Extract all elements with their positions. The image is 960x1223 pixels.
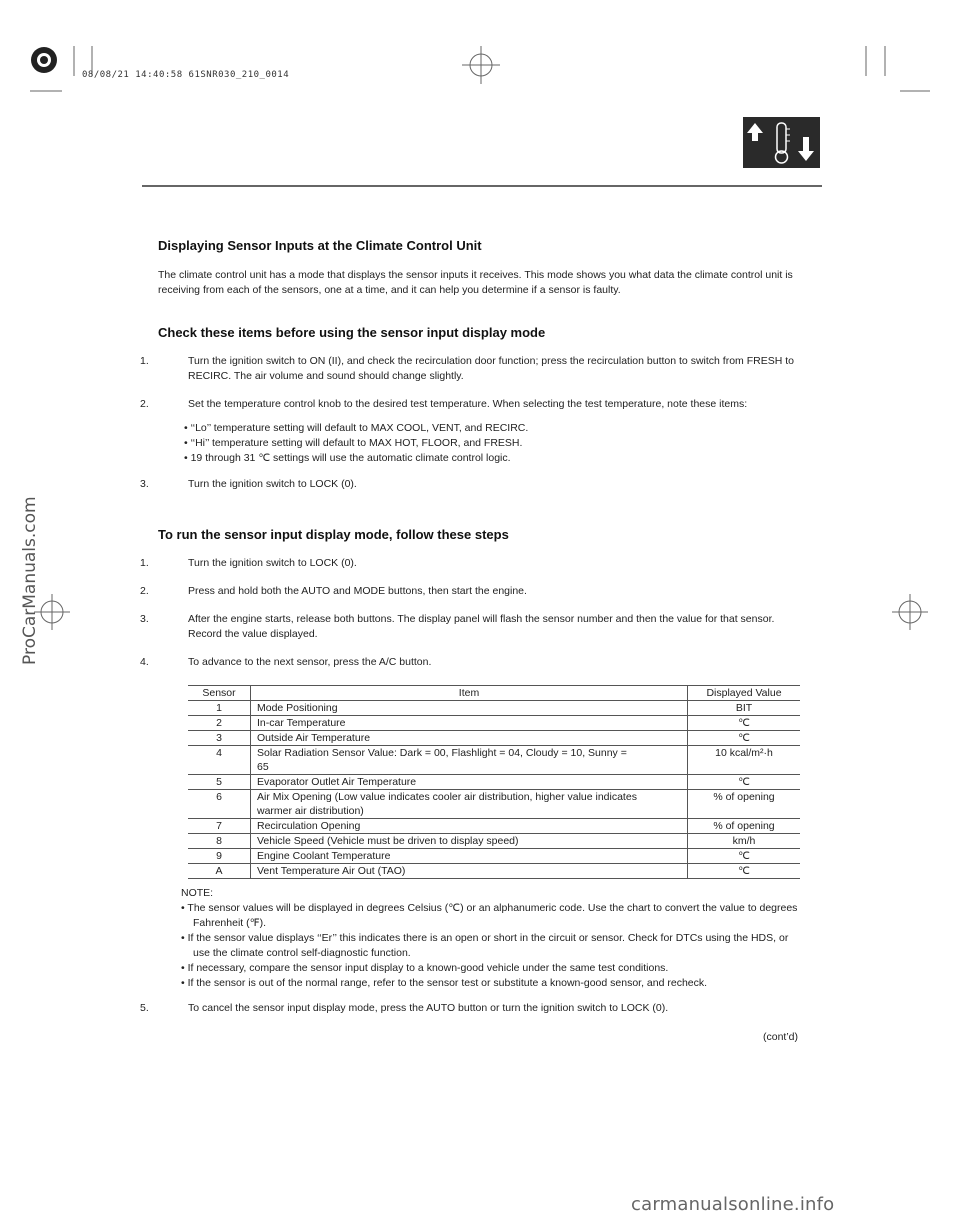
section-title-display: Displaying Sensor Inputs at the Climate Control Unit	[158, 238, 482, 253]
side-watermark: ProCarManuals.com	[20, 496, 40, 665]
check-step-3: 3. Turn the ignition switch to LOCK (0).	[140, 478, 357, 490]
header-item: Item	[458, 687, 480, 699]
note-item: • If the sensor is out of the normal range, refer to the sensor test or substitute a known-good sensor, and recheck.	[181, 977, 708, 989]
sensor-value: BIT	[688, 701, 801, 716]
sensor-number: 8	[188, 834, 251, 849]
sensor-number: 3	[188, 731, 251, 746]
sensor-value: % of opening	[688, 790, 801, 819]
table-row	[188, 790, 800, 819]
sensor-value: km/h	[688, 834, 801, 849]
sensor-number: 7	[188, 819, 251, 834]
table-row	[188, 716, 800, 731]
check-bullet-range: • 19 through 31 ℃ settings will use the automatic climate control logic.	[184, 452, 511, 464]
table-row	[188, 864, 800, 879]
sensor-item: Solar Radiation Sensor Value: Dark = 00, Flashlight = 04, Cloudy = 10, Sunny = 65	[257, 747, 627, 773]
table-row	[188, 819, 800, 834]
header-sensor: Sensor	[188, 686, 251, 701]
sensor-item: Mode Positioning	[257, 702, 338, 714]
check-steps	[140, 354, 810, 492]
sensor-item: Engine Coolant Temperature	[257, 850, 391, 862]
note-label: NOTE:	[181, 887, 214, 899]
check-step-2: 2. Set the temperature control knob to the desired test temperature. When selecting the test temperature, note these items:	[140, 398, 748, 410]
section-body-display: The climate control unit has a mode that displays the sensor inputs it receives. This mode shows you what data the climate control unit is receiving from each of the sensors, one at a time, and it can help you determine if a sensor is faulty.	[158, 269, 793, 296]
table-row	[188, 849, 800, 864]
check-bullet-lo: • ‘‘Lo’’ temperature setting will default to MAX COOL, VENT, and RECIRC.	[184, 422, 529, 434]
note-item: • The sensor values will be displayed in degrees Celsius (℃) or an alphanumeric code. Use the chart to convert the value to degrees Fahrenheit (℉).	[181, 902, 798, 929]
note-block	[181, 886, 806, 991]
run-steps	[140, 556, 810, 670]
sensor-number: 1	[188, 701, 251, 716]
sensor-item: Air Mix Opening (Low value indicates cooler air distribution, higher value indicates warmer air distribution)	[257, 791, 637, 817]
sensor-value: ℃	[688, 849, 801, 864]
table-row	[188, 701, 800, 716]
header-value: Displayed Value	[688, 686, 801, 701]
sensor-value: ℃	[688, 731, 801, 746]
footer-watermark: carmanualsonline.info	[631, 1194, 835, 1215]
check-step-1: 1. Turn the ignition switch to ON (II), and check the recirculation door function; press the recirculation button to switch from FRESH to RECIRC. The air volume and sound should change slightly.	[140, 355, 794, 382]
sensor-item: In-car Temperature	[257, 717, 346, 729]
climate-temperature-icon	[743, 117, 820, 168]
sensor-number: A	[188, 864, 251, 879]
sensor-value: 10 kcal/m²·h	[688, 746, 801, 775]
table-row	[188, 746, 800, 775]
section-title-check: Check these items before using the sensor input display mode	[158, 325, 546, 340]
sensor-value: % of opening	[688, 819, 801, 834]
sensor-item: Vehicle Speed (Vehicle must be driven to display speed)	[257, 835, 519, 847]
run-step-2: 2. Press and hold both the AUTO and MODE buttons, then start the engine.	[140, 585, 527, 597]
continued-label: (cont’d)	[763, 1031, 799, 1043]
sensor-value: ℃	[688, 775, 801, 790]
sensor-item: Outside Air Temperature	[257, 732, 371, 744]
sensor-value: ℃	[688, 716, 801, 731]
sensor-number: 6	[188, 790, 251, 819]
sensor-value: ℃	[688, 864, 801, 879]
note-item: • If necessary, compare the sensor input display to a known-good vehicle under the same test conditions.	[181, 962, 669, 974]
sensor-number: 5	[188, 775, 251, 790]
sensor-number: 4	[188, 746, 251, 775]
run-step-3: 3. After the engine starts, release both buttons. The display panel will flash the sensor number and then the value for that sensor. Record the value displayed.	[140, 613, 775, 640]
table-row	[188, 834, 800, 849]
print-stamp: 08/08/21 14:40:58 61SNR030_210_0014	[82, 70, 290, 80]
check-bullet-hi: • ‘‘Hi’’ temperature setting will default to MAX HOT, FLOOR, and FRESH.	[184, 437, 523, 449]
table-header-row	[188, 686, 800, 701]
sensor-number: 9	[188, 849, 251, 864]
sensor-number: 2	[188, 716, 251, 731]
run-step-4: 4. To advance to the next sensor, press the A/C button.	[140, 656, 432, 668]
run-step-1: 1. Turn the ignition switch to LOCK (0).	[140, 557, 357, 569]
sensor-item: Evaporator Outlet Air Temperature	[257, 776, 417, 788]
table-row	[188, 731, 800, 746]
section-title-run: To run the sensor input display mode, follow these steps	[158, 527, 509, 542]
run-step-5: 5. To cancel the sensor input display mode, press the AUTO button or turn the ignition switch to LOCK (0).	[140, 1002, 669, 1014]
table-row	[188, 775, 800, 790]
sensor-item: Vent Temperature Air Out (TAO)	[257, 865, 406, 877]
sensor-table	[188, 685, 800, 879]
note-item: • If the sensor value displays ‘‘Er’’ this indicates there is an open or short in the circuit or sensor. Check for DTCs using the HDS, or use the climate control self-diagnostic function.	[181, 932, 789, 959]
sensor-item: Recirculation Opening	[257, 820, 361, 832]
